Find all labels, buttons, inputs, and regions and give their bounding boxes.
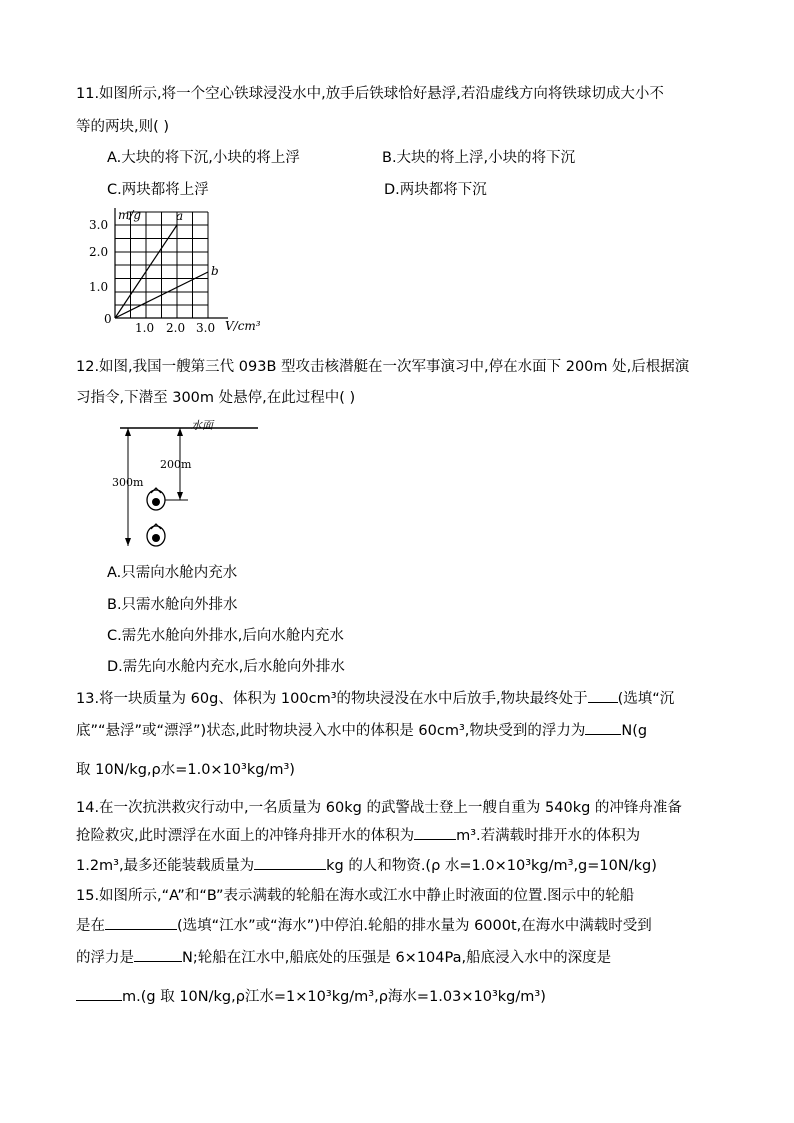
q11-stem-line2: 等的两块,则( ) bbox=[76, 119, 170, 135]
q14-line1: 14.在一次抗洪救灾行动中,一名质量为 60kg 的武警战士登上一艘自重为 540kg 的冲锋舟准备 bbox=[76, 800, 682, 816]
graph-grid bbox=[115, 212, 208, 318]
q12-option-b: B.只需水舱向外排水 bbox=[107, 597, 238, 613]
q12-stem-line2: 习指令,下潜至 300m 处悬停,在此过程中( ) bbox=[76, 390, 356, 406]
line-a-label: a bbox=[176, 209, 184, 223]
submarine-icon-lower bbox=[147, 524, 165, 546]
q15-line2: 是在 (选填“江水”或“海水”)中停泊.轮船的排水量为 6000t,在海水中满载时受到 bbox=[76, 914, 652, 935]
q13-line2: 底”“悬浮”或“漂浮”)状态,此时物块浸入水中的体积是 60cm³,物块受到的浮力为 N(g bbox=[76, 719, 647, 740]
q15-blank-depth[interactable] bbox=[76, 986, 122, 1001]
y-axis-label: m/g bbox=[118, 208, 142, 222]
x-axis-label: V/cm³ bbox=[225, 319, 261, 333]
origin-label: 0 bbox=[104, 312, 112, 326]
q15-blank-buoyancy[interactable] bbox=[134, 947, 182, 962]
q15-line3: 的浮力是 N;轮船在江水中,船底处的压强是 6×104Pa,船底浸入水中的深度是 bbox=[76, 946, 611, 967]
q15-line1: 15.如图所示,“A”和“B”表示满载的轮船在海水或江水中静止时液面的位置.图示中的轮船 bbox=[76, 888, 635, 904]
x-tick-2: 2.0 bbox=[166, 321, 186, 335]
q11-option-b: B.大块的将上浮,小块的将下沉 bbox=[382, 150, 576, 166]
q15-line4: m.(g 取 10N/kg,ρ江水=1×10³kg/m³,ρ海水=1.03×10³kg/m³) bbox=[76, 985, 546, 1006]
x-tick-3: 3.0 bbox=[196, 321, 216, 335]
depth-300-label: 300m bbox=[112, 476, 144, 489]
q13-line3: 取 10N/kg,ρ水=1.0×10³kg/m³) bbox=[76, 762, 295, 778]
submarine-figure bbox=[108, 418, 258, 553]
q13-blank-buoyancy[interactable] bbox=[585, 720, 621, 735]
q11-option-a: A.大块的将下沉,小块的将上浮 bbox=[107, 150, 300, 166]
y-tick-2: 2.0 bbox=[89, 245, 109, 259]
q13-line1: 13.将一块质量为 60g、体积为 100cm³的物块浸没在水中后放手,物块最终处于 (选填“沉 bbox=[76, 687, 674, 708]
q14-line3: 1.2m³,最多还能装载质量为 kg 的人和物资.(ρ 水=1.0×10³kg/m³,g=10N/kg) bbox=[76, 854, 657, 875]
q15-blank-water[interactable] bbox=[105, 915, 177, 930]
mass-volume-graph bbox=[88, 205, 278, 335]
q14-blank-mass[interactable] bbox=[254, 855, 326, 870]
q14-line2: 抢险救灾,此时漂浮在水面上的冲锋舟排开水的体积为 m³.若满载时排开水的体积为 bbox=[76, 824, 640, 845]
y-tick-1: 1.0 bbox=[89, 280, 109, 294]
line-b-label: b bbox=[211, 264, 219, 278]
q12-stem-line1: 12.如图,我国一艘第三代 093B 型攻击核潜艇在一次军事演习中,停在水面下 200m 处,后根据演 bbox=[76, 359, 690, 375]
y-tick-3: 3.0 bbox=[89, 218, 109, 232]
submarine-icon-upper bbox=[147, 488, 165, 510]
q11-option-d: D.两块都将下沉 bbox=[384, 182, 487, 198]
q12-option-d: D.需先向水舱内充水,后水舱向外排水 bbox=[107, 659, 345, 675]
q13-blank-state[interactable] bbox=[588, 688, 618, 703]
q12-option-a: A.只需向水舱内充水 bbox=[107, 565, 238, 581]
water-surface-label: 水面 bbox=[191, 419, 213, 432]
q11-option-c: C.两块都将上浮 bbox=[107, 182, 209, 198]
q11-stem-line1: 11.如图所示,将一个空心铁球浸没水中,放手后铁球恰好悬浮,若沿虚线方向将铁球切成大小不 bbox=[76, 86, 664, 102]
q14-blank-volume[interactable] bbox=[414, 825, 456, 840]
x-tick-1: 1.0 bbox=[135, 321, 155, 335]
q12-option-c: C.需先水舱向外排水,后向水舱内充水 bbox=[107, 628, 344, 644]
depth-200-label: 200m bbox=[160, 458, 192, 471]
